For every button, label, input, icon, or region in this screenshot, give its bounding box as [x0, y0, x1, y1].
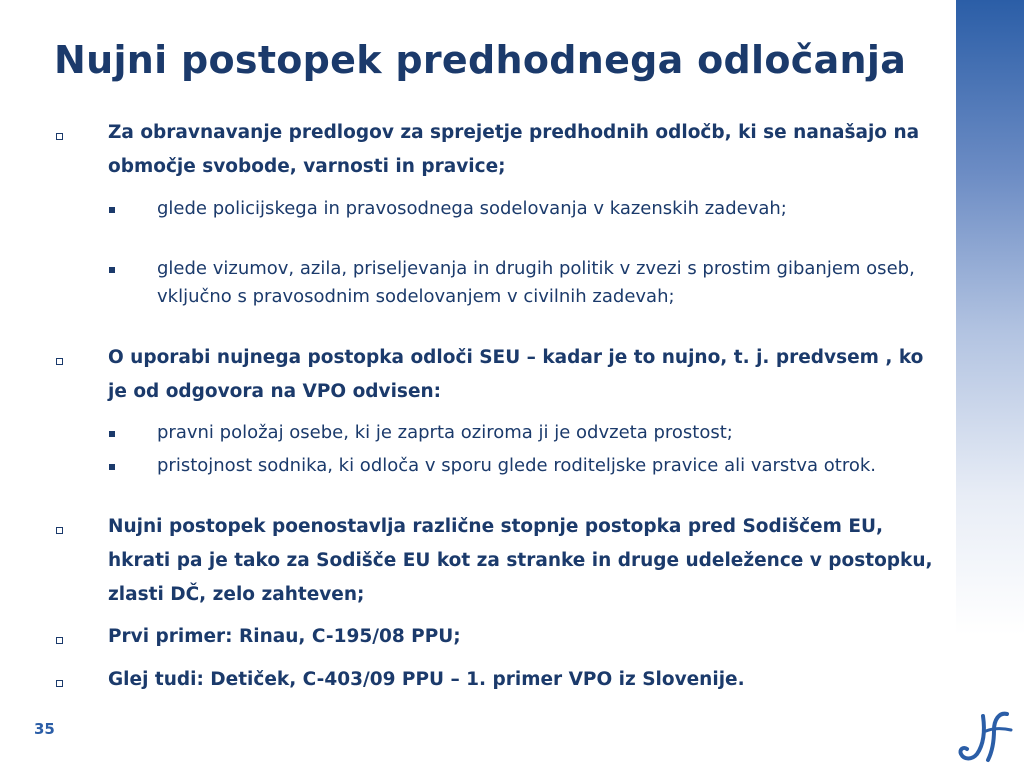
sub-bullet-text: glede vizumov, azila, priseljevanja in drugih politik v zvezi s prostim gibanjem oseb, vključno s pravosodnim sodelovanjem v civilnih zadevah;	[157, 258, 915, 307]
filled-square-bullet-icon	[109, 267, 115, 273]
sub-bullet-text: pravni položaj osebe, ki je zaprta oziroma ji je odvzeta prostost;	[157, 422, 733, 443]
bullet-text: O uporabi nujnega postopka odloči SEU – kadar je to nujno, t. j. predvsem , ko je od odgovora na VPO odvisen:	[108, 347, 924, 402]
page-number: 35	[34, 720, 55, 738]
bullet-text: Glej tudi: Detiček, C-403/09 PPU – 1. primer VPO iz Slovenije.	[108, 669, 745, 690]
bullet-text: Nujni postopek poenostavlja različne stopnje postopka pred Sodiščem EU, hkrati pa je tako za Sodišče EU kot za stranke in druge udeležence v postopku, zlasti DČ, zelo zahteven;	[108, 516, 933, 605]
sidebar-gradient-bar	[956, 0, 1024, 690]
filled-square-bullet-icon	[109, 464, 115, 470]
filled-square-bullet-icon	[109, 207, 115, 213]
slide-title: Nujni postopek predhodnega odločanja	[54, 38, 907, 82]
filled-square-bullet-icon	[109, 431, 115, 437]
square-bullet-icon	[56, 133, 63, 140]
bullet-text: Za obravnavanje predlogov za sprejetje predhodnih odločb, ki se nanašajo na območje svobode, varnosti in pravice;	[108, 122, 920, 177]
sub-bullet-text: glede policijskega in pravosodnega sodelovanja v kazenskih zadevah;	[157, 198, 787, 219]
jf-logo-icon	[957, 708, 1017, 764]
sub-bullet-text: pristojnost sodnika, ki odloča v sporu glede roditeljske pravice ali varstva otrok.	[157, 455, 876, 476]
square-bullet-icon	[56, 680, 63, 687]
square-bullet-icon	[56, 358, 63, 365]
square-bullet-icon	[56, 637, 63, 644]
bullet-text: Prvi primer: Rinau, C-195/08 PPU;	[108, 626, 461, 647]
square-bullet-icon	[56, 527, 63, 534]
